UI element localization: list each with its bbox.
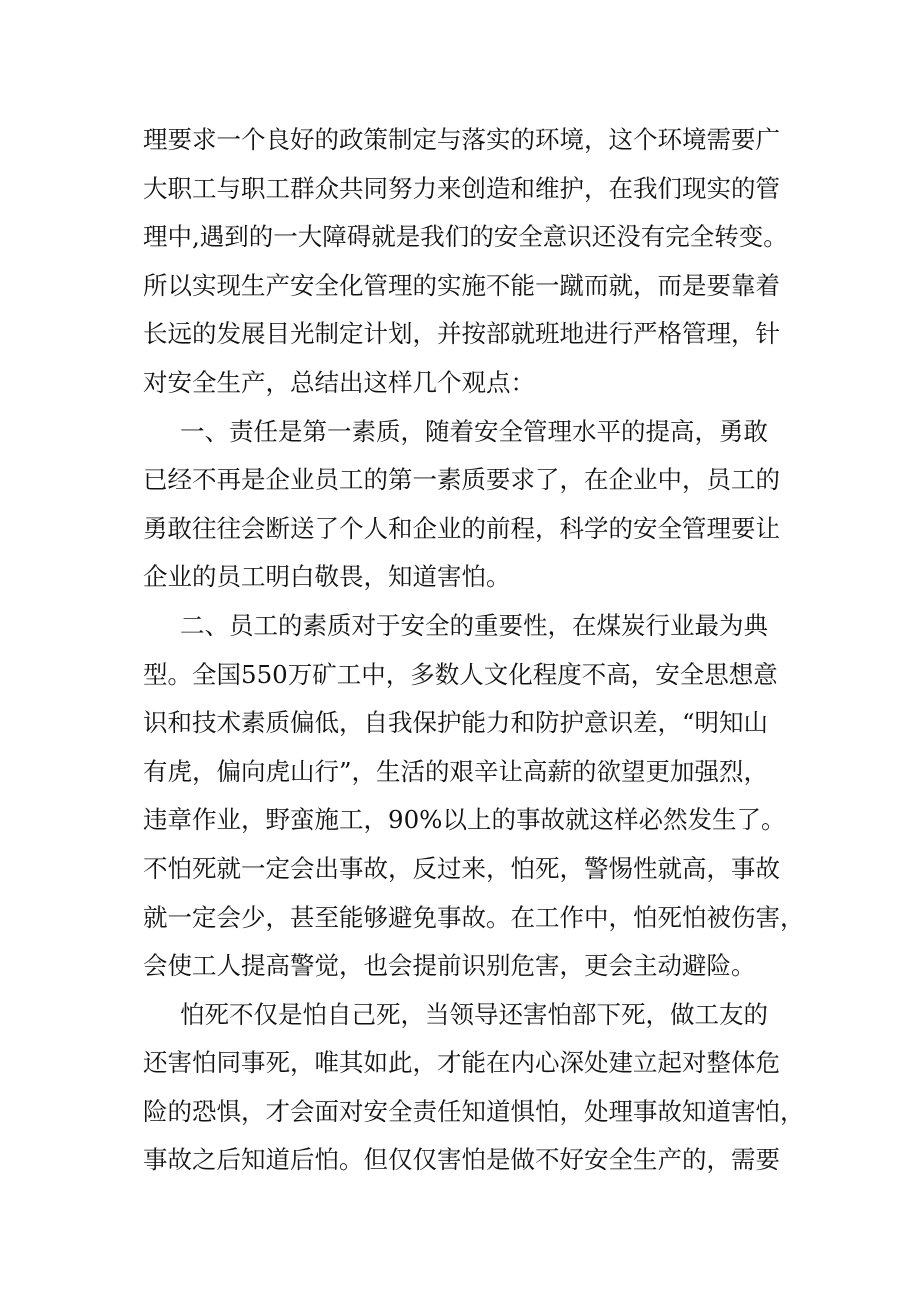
text-line: 企业的员工明白敬畏，知道害怕。 (143, 562, 511, 592)
text-line: 识和技术素质偏低，自我保护能力和防护意识差，“明知山 (143, 708, 769, 738)
text-line: 已经不再是企业员工的第一素质要求了，在企业中，员工的 (143, 465, 780, 495)
text-line: 不怕死就一定会出事故，反过来，怕死，警惕性就高，事故 (143, 853, 780, 883)
text-line: 勇敢往往会断送了个人和企业的前程，科学的安全管理要让 (143, 513, 780, 543)
text-line: 理要求一个良好的政策制定与落实的环境，这个环境需要广 (143, 125, 780, 154)
text-line: 会使工人提高警觉，也会提前识别危害，更会主动避险。 (143, 951, 756, 981)
body-text (143, 116, 843, 1185)
text-line: 险的恐惧，才会面对安全责任知道惧怕，处理事故知道害怕， (143, 1096, 805, 1126)
text-line: 对安全生产，总结出这样几个观点： (143, 367, 535, 397)
text-line: 大职工与职工群众共同努力来创造和维护，在我们现实的管 (143, 173, 780, 203)
paragraph-start-line: 怕死不仅是怕自己死，当领导还害怕部下死，做工友的 (180, 999, 768, 1029)
text-line: 还害怕同事死，唯其如此，才能在内心深处建立起对整体危 (143, 1048, 780, 1078)
text-line: 长远的发展目光制定计划，并按部就班地进行严格管理，针 (143, 319, 780, 349)
text-line: 事故之后知道后怕。但仅仅害怕是做不好安全生产的，需要 (143, 1145, 780, 1175)
paragraph-start-line: 一、责任是第一素质，随着安全管理水平的提高，勇敢 (180, 416, 768, 446)
text-line: 型。全国550万矿工中，多数人文化程度不高，安全思想意 (143, 659, 778, 689)
text-line: 违章作业，野蛮施工，90%以上的事故就这样必然发生了。 (143, 805, 786, 835)
text-line: 就一定会少，甚至能够避免事故。在工作中，怕死怕被伤害， (143, 902, 805, 932)
text-line: 有虎，偏向虎山行”，生活的艰辛让高薪的欲望更加强烈， (143, 756, 769, 786)
paragraph-start-line: 二、员工的素质对于安全的重要性，在煤炭行业最为典 (180, 610, 768, 640)
text-line: 所以实现生产安全化管理的实施不能一蹴而就，而是要靠着 (143, 270, 780, 300)
text-line: 理中,遇到的一大障碍就是我们的安全意识还没有完全转变。 (143, 222, 788, 252)
